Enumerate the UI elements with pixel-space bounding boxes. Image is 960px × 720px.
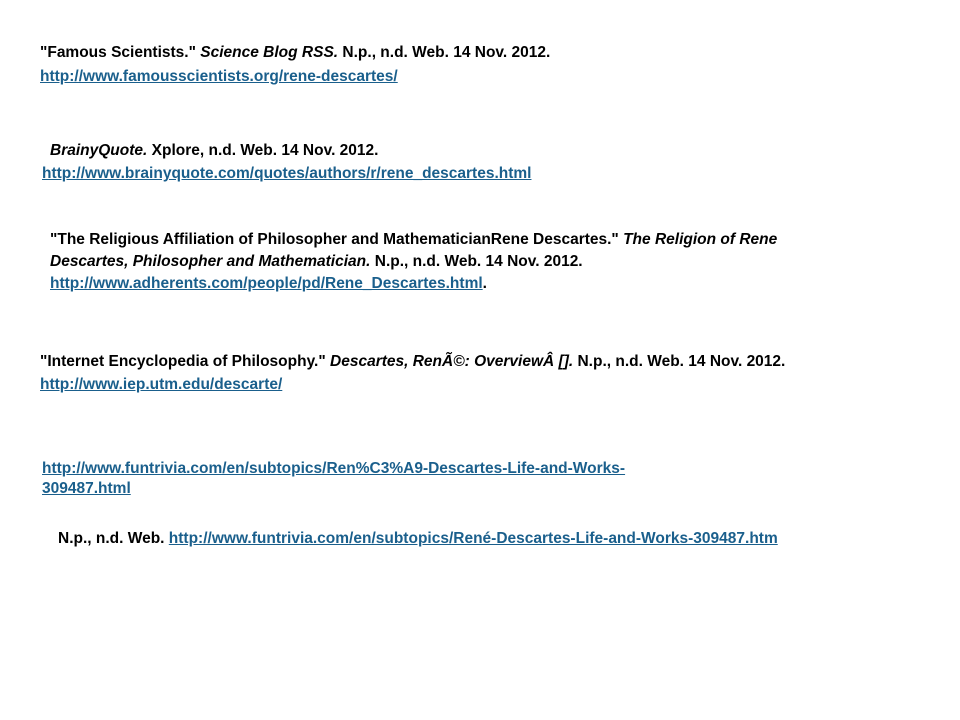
citation-3-title: "The Religious Affiliation of Philosopher and MathematicianRene Descartes." [50, 231, 624, 248]
citation-3-link[interactable]: http://www.adherents.com/people/pd/Rene_Descartes.html [50, 275, 483, 292]
citation-1-details: N.p., n.d. Web. 14 Nov. 2012. [338, 44, 551, 61]
citation-3-period: . [482, 275, 487, 292]
citation-3-source-a: The Religion of Rene [623, 231, 778, 248]
citation-4-title: "Internet Encyclopedia of Philosophy." [40, 353, 331, 370]
citation-5-link-part-1[interactable]: http://www.funtrivia.com/en/subtopics/Ren%C3%A9-Descartes-Life-and-Works- [42, 460, 626, 477]
citation-6-link[interactable]: http://www.funtrivia.com/en/subtopics/René-Descartes-Life-and-Works-309487.htm [168, 530, 778, 547]
citation-4-link[interactable]: http://www.iep.utm.edu/descarte/ [40, 376, 283, 393]
citation-1-source: Science Blog RSS. [200, 44, 339, 61]
citation-1 [40, 43, 550, 63]
citation-1-link[interactable]: http://www.famousscientists.org/rene-descartes/ [40, 68, 398, 85]
citation-2-link[interactable]: http://www.brainyquote.com/quotes/authors/r/rene_descartes.html [42, 165, 532, 182]
citation-2-source: BrainyQuote. [50, 142, 148, 159]
citation-4-details: N.p., n.d. Web. 14 Nov. 2012. [573, 353, 786, 370]
citation-3-source-b: Descartes, Philosopher and Mathematician. [50, 253, 371, 270]
citation-2-details: Xplore, n.d. Web. 14 Nov. 2012. [147, 142, 379, 159]
citation-2 [50, 141, 378, 161]
citation-6 [58, 529, 778, 549]
citation-3 [50, 230, 777, 250]
citation-6-details: N.p., n.d. Web. [58, 530, 169, 547]
citation-4-source: Descartes, RenÃ©: OverviewÂ []. [330, 353, 574, 370]
citation-4 [40, 352, 785, 372]
citation-3-details: N.p., n.d. Web. 14 Nov. 2012. [370, 253, 583, 270]
citation-5-link-part-2[interactable]: 309487.html [42, 480, 131, 497]
citation-1-title: "Famous Scientists." [40, 44, 201, 61]
